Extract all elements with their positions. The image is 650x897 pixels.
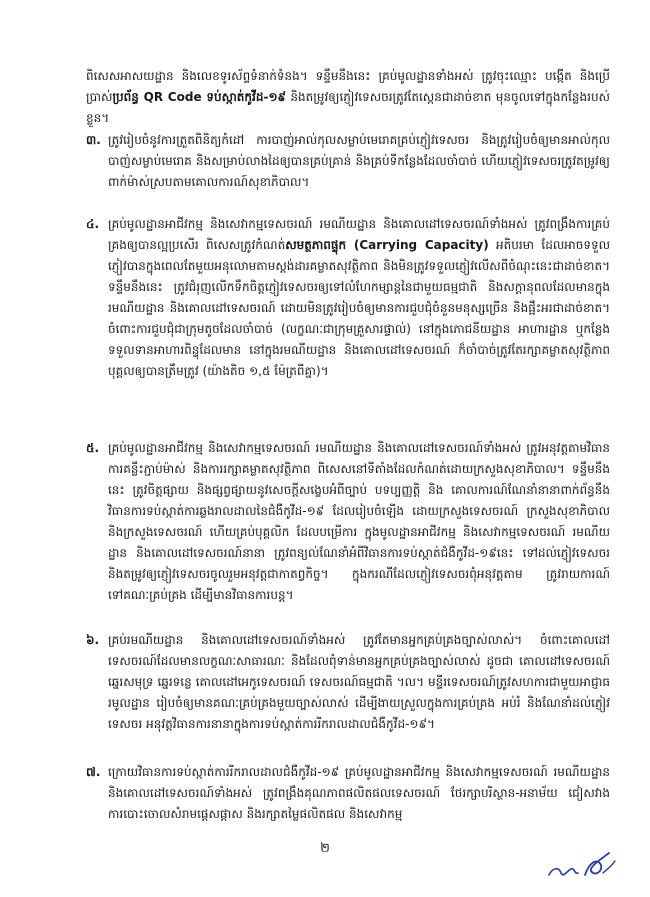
item-body: គ្រប់រមណីយដ្ឋាន និងគោលដៅទេសចរណ៍ទាំងអស់ ត្រូវតែមានអ្នកគ្រប់គ្រងច្បាស់លាស់។ ចំពោះគោលដៅទេសចរណ៍ដែលមានលក្ខណៈសាធារណៈ និងដែលពុំទាន់មានអ្នកគ្រប់គ្រងច្បាស់លាស់ ដូចជា គោលដៅទេសចរណ៍ឆ្នេរសមុទ្រ ឆ្នេរទន្លេ គោលដៅអេកូទេសចរណ៍ ទេសចរណ៍ធម្មជាតិ ។ល។ មន្ទីរទេសចរណ៍ត្រូវសហការជាមួយអាជ្ញាធរមូលដ្ឋាន រៀបចំឲ្យមានគណៈគ្រប់គ្រងមួយច្បាស់លាស់ ដើម្បីងាយស្រួលក្នុងការគ្រប់គ្រង អប់រំ និងណែនាំដល់ភ្ញៀវទេសចរ អនុវត្តវិធានការនានាក្នុងការទប់ស្កាត់ការរីករាលដាលជំងឺកូវីដ-១៩។ xyxy=(108,633,610,731)
item-4-text-a: គ្រប់មូលដ្ឋានអាជីវកម្ម និងសេវាកម្មទេសចរណ៍ រមណីយដ្ឋាន និងគោលដៅទេសចរណ៍ទាំងអស់ ត្រូវពង្រឹងការគ្រប់គ្រងឲ្យបានល្អប្រសើរ ពិសេសត្រូវកំណត់ xyxy=(108,217,610,252)
intro-paragraph xyxy=(86,66,610,129)
intro-text-a: ពិសេសអាសយដ្ឋាន និងលេខទូរស័ព្ទទំនាក់ទំនង។ ទន្ទឹមនឹងនេះ គ្រប់មូលដ្ឋានទាំងអស់ ត្រូវចុះឈ្មោះ បង្កើត និងប្រើប្រាស់ xyxy=(86,69,610,104)
item-number: ៦. xyxy=(86,633,100,647)
item-4-text-b: អតិបរមា ដែលអាចទទួលភ្ញៀវបានក្នុងពេលតែមួយអនុលោមតាមស្តង់ដារគម្លាតសុវត្ថិភាព និងមិនត្រូវទទួលភ្ញៀវលើសពីចំណុះនេះជាដាច់ខាត។ ទន្ទឹមនឹងនេះ ត្រូវជំរុញលើកទឹកចិត្តភ្ញៀវទេសចរឲ្យទៅលំហែកម្សាន្តនៃជាមួយធម្មជាតិ និងសក្តានុពលដែលមានក្នុងរមណីយដ្ឋាន និងគោលដៅទេសចរណ៍ ដោយមិនត្រូវរៀបចំឲ្យមានការជួបជុំចំនួនមនុស្សច្រើន និងផ្អឹះអរជាដាច់ខាត។ ចំពោះការជួបជុំជាក្រុមតូចដែលចាំបាច់ (លក្ខណៈជាក្រុមគ្រួសារផ្ទាល់) នៅក្នុងភោជនីយដ្ឋាន អាហារដ្ឋាន ឬកន្លែងទទួលទានអាហារពិន្ទុដែលមាន នៅក្នុងរមណីយដ្ឋាន និងគោលដៅទេសចរណ៍ ក៏ចាំបាច់ត្រូវតែរក្សាគម្លាតសុវត្ថិភាពបុគ្គលឲ្យបានត្រឹមត្រូវ (យ៉ាងតិច ១,៥ ម៉ែត្រពីគ្នា)។ xyxy=(108,238,610,378)
handwritten-initials xyxy=(545,845,625,885)
item-number: ៧. xyxy=(86,765,101,779)
page-number: ២ xyxy=(320,841,330,856)
item-5 xyxy=(86,438,610,606)
item-body xyxy=(108,214,610,382)
intro-highlight: ប្រព័ន្ធ QR Code ទប់ស្កាត់កូវីដ-១៩ xyxy=(112,90,287,104)
item-4-highlight: សមត្ថភាពផ្ទុក (Carrying Capacity) xyxy=(285,238,489,252)
item-7 xyxy=(86,762,610,825)
item-number: ៣. xyxy=(86,133,101,147)
item-4 xyxy=(86,214,610,382)
item-3 xyxy=(86,130,610,193)
item-body: ត្រូវរៀបចំនូវការត្រួតពិនិត្យកំដៅ ការបាញ់អាល់កុលសម្លាប់មេរោគគ្រប់ភ្ញៀវទេសចរ និងត្រូវរៀបចំឲ្យមានអាល់កុលបាញ់សម្លាប់មេរោគ និងសម្រាប់លាងដៃឲ្យបានគ្រប់គ្រាន់ និងគ្រប់ទីកន្លែងដែលចាំបាច់ ហើយភ្ញៀវទេសចរត្រូវតម្រូវឲ្យពាក់ម៉ាស់ស្របតាមគោលការណ៍សុខាភិបាល។ xyxy=(108,133,610,189)
item-number: ៥. xyxy=(86,441,100,455)
item-number: ៤. xyxy=(86,217,100,231)
item-body: គ្រប់មូលដ្ឋានអាជីវកម្ម និងសេវាកម្មទេសចរណ៍ រមណីយដ្ឋាន និងគោលដៅទេសចរណ៍ទាំងអស់ ត្រូវអនុវត្តតាមវិធានការគន្លឹះភ្ជាប់ម៉ាស់ និងការរក្សាគម្លាតសុវត្ថិភាព ពិសេសនៅទីតាំងដែលកំណត់ដោយក្រសួងសុខាភិបាល។ ទន្ទឹមនឹងនេះ ត្រូវចិត្តផ្សាយ និងផ្សព្វផ្សាយនូវសេចក្តីសង្ខេបអំពីច្បាប់ បទប្បញ្ញត្តិ និង គោលការណ៍ណែនាំនានាពាក់ព័ន្ធនឹងវិធានការទប់ស្កាត់ការឆ្លងរាលដាលនៃជំងឺកូវីដ-១៩ ដែលរៀបចំឡើង ដោយក្រសួងទេសចរណ៍ ក្រសួងសុខាភិបាល និងក្រសួងទេសចរណ៍ ហើយគ្រប់បុគ្គលិក ដែលបម្រើការ ក្នុងមូលដ្ឋានអាជីវកម្ម និងសេវាកម្មទេសចរណ៍ រមណីយដ្ឋាន និងគោលដៅទេសចរណ៍នានា ត្រូវពន្យល់ណែនាំអំពីវិធានការទប់ស្កាត់ជំងឺកូវីដ-១៩នេះ ទៅដល់ភ្ញៀវទេសចរ និងតម្រូវឲ្យភ្ញៀវទេសចរចូលរួមអនុវត្តជាកាតព្វកិច្ច។ ក្នុងករណីដែលភ្ញៀវទេសចរពុំអនុវត្តតាម ត្រូវរាយការណ៍ទៅគណៈគ្រប់គ្រង ដើម្បីមានវិធានការបន្ត។ xyxy=(108,441,610,602)
intro-text-b: និងតម្រូវឲ្យភ្ញៀវទេសចរត្រូវតែស្កេនជាដាច់ខាត មុនចូលទៅក្នុងកន្លែងរបស់ខ្លួន។ xyxy=(86,90,610,125)
item-body: ក្រោយវិធានការទប់ស្កាត់ការរីករាលដាលជំងឺកូវីដ-១៩ គ្រប់មូលដ្ឋានអាជីវកម្ម និងសេវាកម្មទេសចរណ៍ រមណីយដ្ឋាន និងគោលដៅទេសចរណ៍ទាំងអស់ ត្រូវពង្រឹងគុណភាពផលិតផលទេសចរណ៍ ថែរក្សាបរិស្ថាន-អនាម័យ ជៀសវាងការបោះចោលសំរាមផ្តេសផ្តាស និងរក្សាតម្លៃផលិតផល និងសេវាកម្ម xyxy=(108,765,610,821)
item-6 xyxy=(86,630,610,735)
